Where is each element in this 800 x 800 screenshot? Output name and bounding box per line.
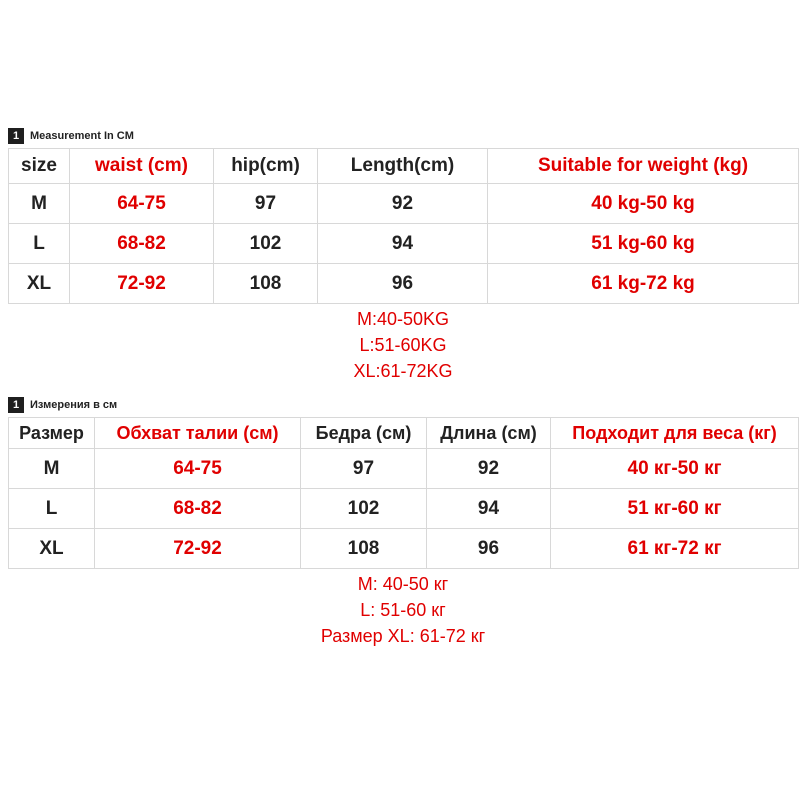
weight-notes-ru <box>8 571 798 649</box>
cell-waist: 72-92 <box>70 264 214 304</box>
cell-waist: 72-92 <box>95 529 301 569</box>
cell-size: XL <box>9 529 95 569</box>
cell-waist: 68-82 <box>95 489 301 529</box>
table-row <box>9 224 799 264</box>
cell-hip: 97 <box>214 184 318 224</box>
header-length: Длина (см) <box>427 418 551 449</box>
section-number-badge: 1 <box>8 128 24 144</box>
cell-weight: 61 kg-72 kg <box>488 264 799 304</box>
cell-size: L <box>9 224 70 264</box>
table-header-row <box>9 418 799 449</box>
header-waist: Обхват талии (см) <box>95 418 301 449</box>
note-line: Размер XL: 61-72 кг <box>320 626 486 646</box>
size-table-ru <box>8 417 799 569</box>
cell-weight: 61 кг-72 кг <box>551 529 799 569</box>
cell-waist: 64-75 <box>70 184 214 224</box>
header-length: Length(cm) <box>318 149 488 184</box>
cell-size: M <box>9 449 95 489</box>
measurement-section-en <box>8 126 800 384</box>
table-row <box>9 529 799 569</box>
header-weight: Suitable for weight (kg) <box>488 149 799 184</box>
table-header-row <box>9 149 799 184</box>
header-size: size <box>9 149 70 184</box>
cell-hip: 102 <box>214 224 318 264</box>
cell-waist: 68-82 <box>70 224 214 264</box>
weight-notes-en <box>8 306 798 384</box>
note-line: L:51-60KG <box>359 335 447 355</box>
header-hip: hip(cm) <box>214 149 318 184</box>
table-row <box>9 184 799 224</box>
cell-size: M <box>9 184 70 224</box>
cell-hip: 108 <box>214 264 318 304</box>
cell-length: 96 <box>318 264 488 304</box>
cell-size: L <box>9 489 95 529</box>
header-hip: Бедра (см) <box>301 418 427 449</box>
section-number-badge: 1 <box>8 397 24 413</box>
cell-length: 94 <box>318 224 488 264</box>
table-row <box>9 449 799 489</box>
size-table-en <box>8 148 799 304</box>
section-header-en <box>8 126 800 146</box>
cell-weight: 40 kg-50 kg <box>488 184 799 224</box>
note-line: L: 51-60 кг <box>360 600 446 620</box>
cell-size: XL <box>9 264 70 304</box>
cell-length: 92 <box>318 184 488 224</box>
header-waist: waist (cm) <box>70 149 214 184</box>
cell-weight: 51 кг-60 кг <box>551 489 799 529</box>
section-header-ru <box>8 395 800 415</box>
cell-length: 94 <box>427 489 551 529</box>
header-weight: Подходит для веса (кг) <box>551 418 799 449</box>
table-row <box>9 489 799 529</box>
cell-hip: 97 <box>301 449 427 489</box>
note-line: M: 40-50 кг <box>357 574 449 594</box>
table-row <box>9 264 799 304</box>
cell-hip: 102 <box>301 489 427 529</box>
cell-length: 92 <box>427 449 551 489</box>
note-line: XL:61-72KG <box>353 361 453 381</box>
cell-waist: 64-75 <box>95 449 301 489</box>
cell-length: 96 <box>427 529 551 569</box>
cell-weight: 51 kg-60 kg <box>488 224 799 264</box>
cell-weight: 40 кг-50 кг <box>551 449 799 489</box>
note-line: M:40-50KG <box>356 309 450 329</box>
section-title: Измерения в см <box>30 399 118 411</box>
section-title: Measurement In CM <box>30 130 134 142</box>
cell-hip: 108 <box>301 529 427 569</box>
measurement-section-ru <box>8 395 800 649</box>
header-size: Размер <box>9 418 95 449</box>
